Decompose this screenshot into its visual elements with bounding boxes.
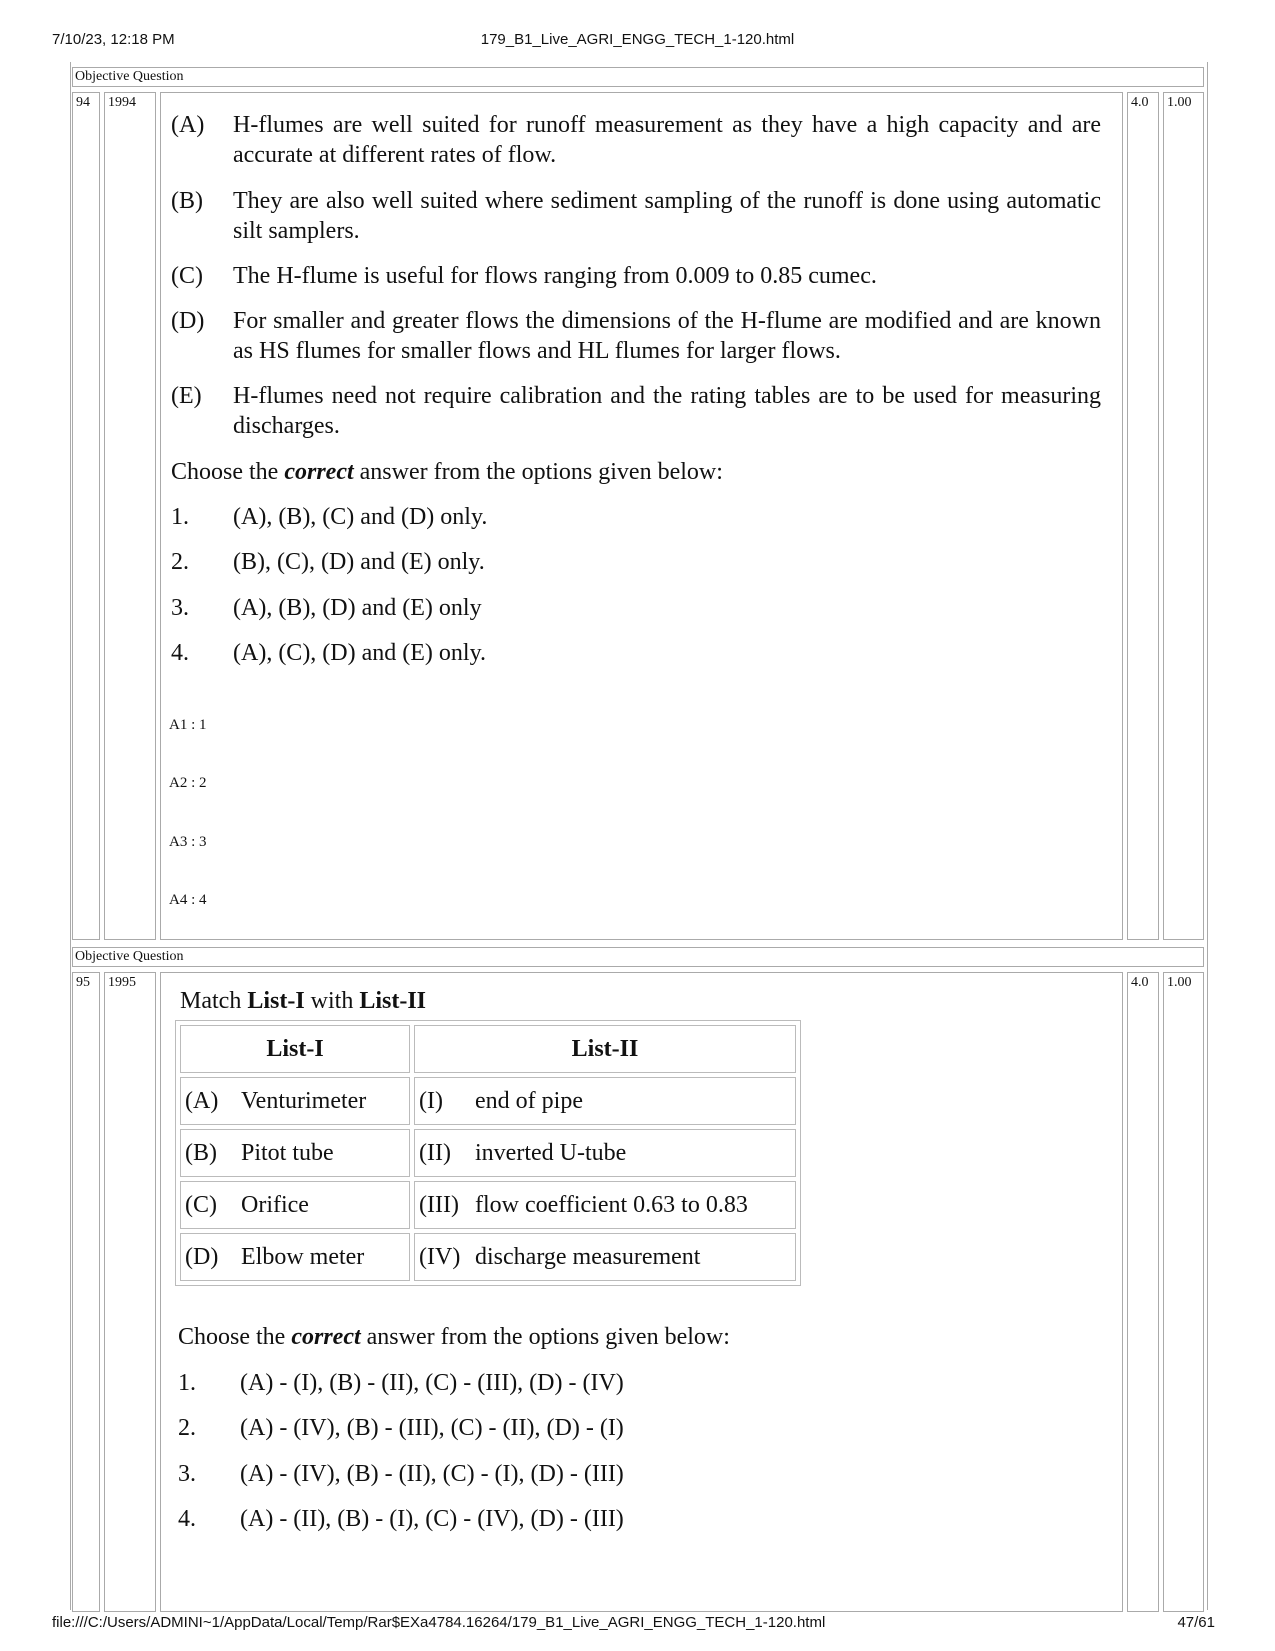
statement-text: H-flumes need not require calibration and the rating tables are to be used for measuring discharges. <box>233 383 1101 439</box>
option-text: (A) - (IV), (B) - (III), (C) - (II), (D) - (I) <box>240 1415 624 1441</box>
statement-b <box>171 186 1101 246</box>
print-datetime: 7/10/23, 12:18 PM <box>52 31 175 48</box>
list-2-header: List-II <box>414 1025 796 1073</box>
question-serial-95: 95 <box>72 972 100 1612</box>
instruction-94: Choose the correct answer from the options given below: <box>171 459 723 485</box>
statement-d <box>171 306 1101 366</box>
match-list-table <box>175 1020 801 1286</box>
option-number: 2. <box>178 1415 196 1441</box>
answer-key-1: A1 : 1 <box>169 717 207 733</box>
question-type-95: Objective Question <box>72 947 1204 967</box>
statement-c <box>171 261 1101 291</box>
match-header-row <box>180 1025 796 1073</box>
statement-key: (E) <box>171 383 202 409</box>
question-negative-marks-95: 1.00 <box>1163 972 1204 1612</box>
option-number: 3. <box>171 595 189 621</box>
list-1-cell: (C) Orifice <box>180 1181 410 1229</box>
question-serial-94: 94 <box>72 92 100 940</box>
table-row <box>180 1077 796 1125</box>
statement-e <box>171 381 1101 441</box>
list-2-cell: (IV) discharge measurement <box>414 1233 796 1281</box>
print-file-path: file:///C:/Users/ADMINI~1/AppData/Local/Temp/Rar$EXa4784.16264/179_B1_Live_AGRI_ENGG_TECH_1-120.html <box>52 1614 826 1631</box>
match-title: Match List-I with List-II <box>180 988 427 1014</box>
page-number: 47/61 <box>1177 1614 1215 1631</box>
statement-text: The H-flume is useful for flows ranging from 0.009 to 0.85 cumec. <box>233 263 877 289</box>
statement-key: (C) <box>171 263 203 289</box>
list-2-cell: (II) inverted U-tube <box>414 1129 796 1177</box>
statement-text: They are also well suited where sediment sampling of the runoff is done using automatic silt samplers. <box>233 188 1101 244</box>
list-1-header: List-I <box>180 1025 410 1073</box>
list-1-cell: (D) Elbow meter <box>180 1233 410 1281</box>
option-number: 1. <box>171 504 189 530</box>
statement-key: (A) <box>171 112 205 138</box>
list-2-cell: (I) end of pipe <box>414 1077 796 1125</box>
question-marks-95: 4.0 <box>1127 972 1159 1612</box>
statement-text: For smaller and greater flows the dimensions of the H-flume are modified and are known as HS flumes for smaller flows and HL flumes for larger flows. <box>233 308 1101 364</box>
answer-key-3: A3 : 3 <box>169 834 207 850</box>
list-1-cell: (B) Pitot tube <box>180 1129 410 1177</box>
answer-key-2: A2 : 2 <box>169 775 207 791</box>
instruction-95: Choose the correct answer from the options given below: <box>178 1324 730 1350</box>
table-row <box>180 1233 796 1281</box>
option-text: (A) - (II), (B) - (I), (C) - (IV), (D) - (III) <box>240 1506 624 1532</box>
statement-key: (D) <box>171 308 205 334</box>
option-number: 1. <box>178 1370 196 1396</box>
question-type-94: Objective Question <box>72 67 1204 87</box>
statement-a <box>171 110 1101 170</box>
option-text: (A) - (IV), (B) - (II), (C) - (I), (D) - (III) <box>240 1461 624 1487</box>
option-number: 2. <box>171 549 189 575</box>
option-text: (B), (C), (D) and (E) only. <box>233 549 485 575</box>
question-marks-94: 4.0 <box>1127 92 1159 940</box>
question-id-94: 1994 <box>104 92 156 940</box>
print-title: 179_B1_Live_AGRI_ENGG_TECH_1-120.html <box>480 31 795 48</box>
table-row <box>180 1129 796 1177</box>
option-text: (A) - (I), (B) - (II), (C) - (III), (D) - (IV) <box>240 1370 624 1396</box>
list-2-cell: (III) flow coefficient 0.63 to 0.83 <box>414 1181 796 1229</box>
option-number: 4. <box>171 640 189 666</box>
answer-key-4: A4 : 4 <box>169 892 207 908</box>
question-id-95: 1995 <box>104 972 156 1612</box>
table-row <box>180 1181 796 1229</box>
statement-key: (B) <box>171 188 203 214</box>
statement-text: H-flumes are well suited for runoff measurement as they have a high capacity and are accurate at different rates of flow. <box>233 112 1101 168</box>
question-negative-marks-94: 1.00 <box>1163 92 1204 940</box>
option-number: 4. <box>178 1506 196 1532</box>
option-number: 3. <box>178 1461 196 1487</box>
list-1-cell: (A) Venturimeter <box>180 1077 410 1125</box>
option-text: (A), (C), (D) and (E) only. <box>233 640 487 666</box>
option-text: (A), (B), (C) and (D) only. <box>233 504 488 530</box>
option-text: (A), (B), (D) and (E) only <box>233 595 482 621</box>
